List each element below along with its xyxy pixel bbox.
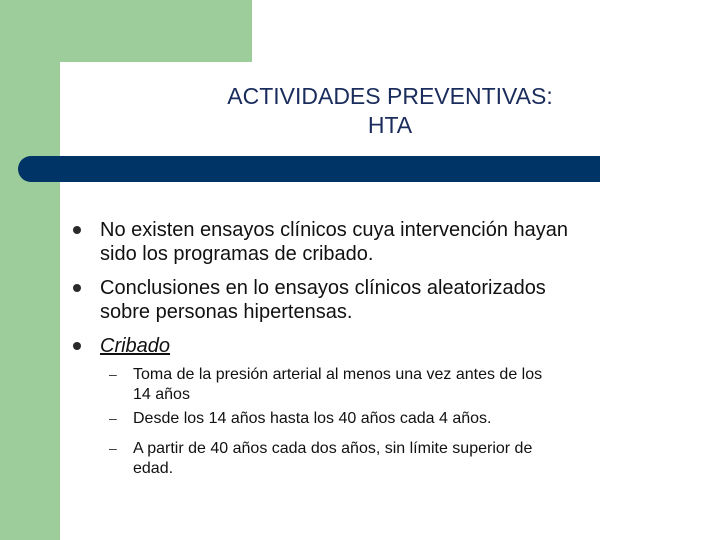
- bullet-dot: [73, 342, 81, 350]
- bullet-item-2: [100, 276, 690, 324]
- decor-green-left: [0, 0, 60, 540]
- sub-3-line-2: edad.: [133, 459, 174, 477]
- slide-title: [120, 82, 660, 140]
- title-divider-bar: [18, 156, 600, 182]
- title-line-2: HTA: [367, 112, 413, 138]
- bullet-item-1: [100, 218, 690, 266]
- dash-marker: –: [109, 440, 117, 456]
- dash-marker: –: [109, 410, 117, 426]
- sub-bullet-item-1: [133, 365, 663, 404]
- sub-1-line-1: Toma de la presión arterial al menos una vez antes de los: [133, 366, 543, 383]
- bullet-dot: [73, 284, 81, 292]
- sub-bullet-item-2: [133, 409, 663, 429]
- sub-3-line-1: A partir de 40 años cada dos años, sin límite superior de: [133, 440, 533, 457]
- bullet-dot: [73, 226, 81, 234]
- bullet-1-line-2: sido los programas de cribado.: [100, 243, 374, 265]
- title-line-1: ACTIVIDADES PREVENTIVAS:: [227, 83, 553, 109]
- sub-bullet-item-3: [133, 439, 663, 478]
- bullet-2-line-1: Conclusiones en lo ensayos clínicos aleatorizados: [100, 277, 546, 299]
- sub-2-line-1: Desde los 14 años hasta los 40 años cada 4 años.: [133, 410, 492, 427]
- bullet-2-line-2: sobre personas hipertensas.: [100, 301, 353, 323]
- bullet-1-line-1: No existen ensayos clínicos cuya intervención hayan: [100, 219, 569, 241]
- bullet-item-3: [100, 334, 690, 358]
- dash-marker: –: [109, 366, 117, 382]
- sub-1-line-2: 14 años: [133, 385, 190, 403]
- bullet-3-label-cribado: Cribado: [100, 335, 171, 357]
